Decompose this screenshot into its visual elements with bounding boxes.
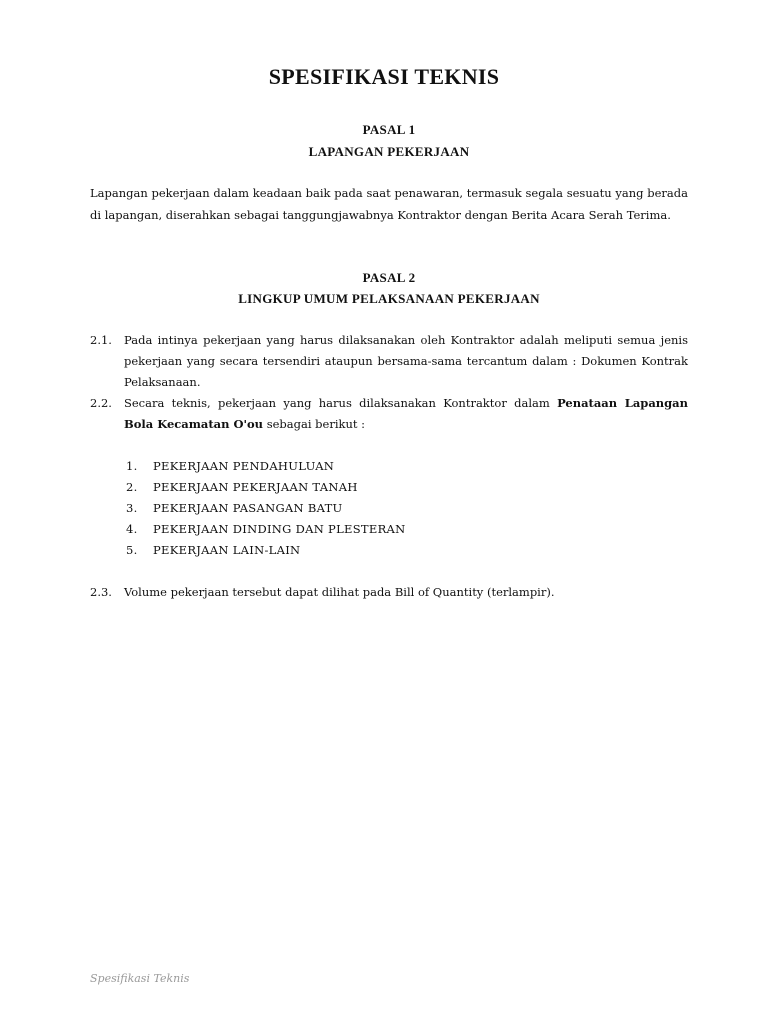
page-footer: Spesifikasi Teknis xyxy=(90,972,190,985)
pasal-2-heading: LINGKUP UMUM PELAKSANAAN PEKERJAAN xyxy=(238,291,540,306)
clause-2-2-project-name: Penataan Lapangan Bola Kecamatan O'ou xyxy=(124,396,688,431)
clause-2-3-text: Volume pekerjaan tersebut dapat dilihat pada Bill of Quantity (terlampir). xyxy=(124,585,555,599)
work-list-item-label: PEKERJAAN DINDING DAN PLESTERAN xyxy=(153,522,406,536)
clause-2-2 xyxy=(90,393,688,435)
pasal-1-number: PASAL 1 xyxy=(362,122,416,137)
document-title: SPESIFIKASI TEKNIS xyxy=(268,64,500,89)
clause-2-1-text: Pada intinya pekerjaan yang harus dilaksanakan oleh Kontraktor adalah meliputi semua jenis pekerjaan yang secara tersendiri ataupun bersama-sama tercantum dalam : Dokumen Kontrak Pelaksanaan. xyxy=(124,333,688,389)
work-list-item-label: PEKERJAAN PENDAHULUAN xyxy=(153,459,335,473)
work-list-item-number: 3. xyxy=(126,501,138,515)
work-list-item-number: 4. xyxy=(126,522,138,536)
work-list-item xyxy=(126,519,406,540)
clause-2-1-number: 2.1. xyxy=(90,333,112,347)
work-list-item-label: PEKERJAAN PASANGAN BATU xyxy=(153,501,343,515)
work-list-item-number: 1. xyxy=(126,459,138,473)
work-list-item-label: PEKERJAAN LAIN-LAIN xyxy=(153,543,301,557)
clause-2-3 xyxy=(90,582,688,603)
work-list-item xyxy=(126,540,300,561)
clause-2-2-text-after: sebagai berikut : xyxy=(263,417,366,431)
clause-2-2-text-before: Secara teknis, pekerjaan yang harus dilaksanakan Kontraktor dalam xyxy=(124,396,558,410)
pasal-1-paragraph: Lapangan pekerjaan dalam keadaan baik pada saat penawaran, termasuk segala sesuatu yang berada di lapangan, diserahkan sebagai tanggungjawabnya Kontraktor dengan Berita Acara Serah Terima. xyxy=(90,186,688,222)
pasal-1-heading: LAPANGAN PEKERJAAN xyxy=(308,144,470,159)
work-list-item-number: 5. xyxy=(126,543,138,557)
clause-2-2-text xyxy=(124,393,688,435)
work-list-item xyxy=(126,498,343,519)
work-list-item-number: 2. xyxy=(126,480,138,494)
work-list-item-label: PEKERJAAN PEKERJAAN TANAH xyxy=(153,480,358,494)
work-list-item xyxy=(126,456,334,477)
clause-2-2-number: 2.2. xyxy=(90,396,112,410)
clause-2-3-number: 2.3. xyxy=(90,585,112,599)
clause-2-1 xyxy=(90,330,688,393)
work-list-item xyxy=(126,477,358,498)
pasal-2-number: PASAL 2 xyxy=(362,270,416,285)
